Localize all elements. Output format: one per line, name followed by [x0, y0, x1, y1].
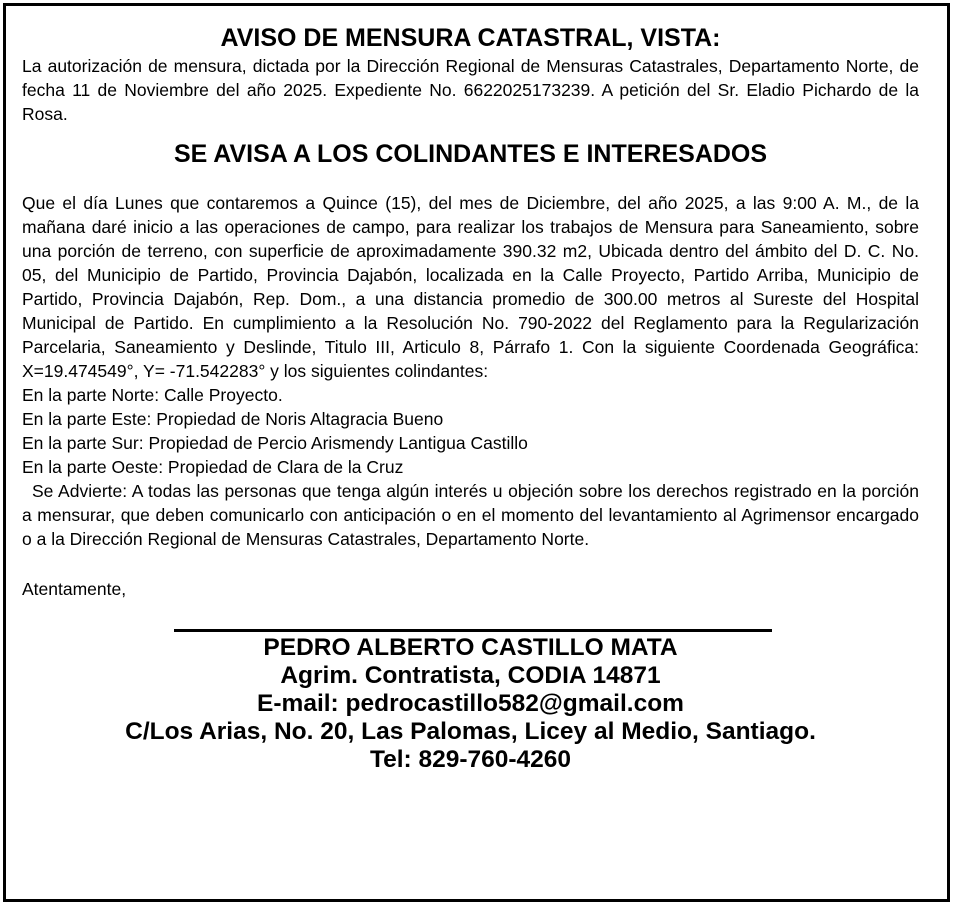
- signer-role: Agrim. Contratista, CODIA 14871: [280, 662, 661, 689]
- body-paragraph: Que el día Lunes que contaremos a Quince (15), del mes de Diciembre, del año 2025, a las 9:00 A. M., de la mañana daré inicio a las operaciones de campo, para realizar los trabajos de Mensura para Saneamiento, sobre una porción de terreno, con superficie de aproximadamente 390.32 m2, Ubicada dentro del ámbito del D. C. No. 05, del Municipio de Partido, Provincia Dajabón, localizada en la Calle Proyecto, Partido Arriba, Municipio de Partido, Provincia Dajabón, Rep. Dom., a una distancia promedio de 300.00 metros al Sureste del Hospital Municipal de Partido. En cumplimiento a la Resolución No. 790-2022 del Reglamento para la Regularización Parcelaria, Saneamiento y Deslinde, Titulo III, Articulo 8, Párrafo 1. Con la siguiente Coordenada Geográfica: X=19.474549°, Y= -71.542283° y los siguientes colindantes:: [22, 193, 919, 381]
- signer-phone: Tel: 829-760-4260: [369, 746, 572, 773]
- notice-content: [22, 24, 919, 774]
- signer-email: E-mail: pedrocastillo582@gmail.com: [257, 690, 684, 717]
- signer-name: PEDRO ALBERTO CASTILLO MATA: [263, 634, 678, 661]
- boundary-south: En la parte Sur: Propiedad de Percio Arismendy Lantigua Castillo: [22, 433, 528, 453]
- notice-subtitle: SE AVISA A LOS COLINDANTES E INTERESADOS: [173, 140, 768, 168]
- signature-line: [174, 629, 772, 632]
- warning-paragraph: Se Advierte: A todas las personas que tenga algún interés u objeción sobre los derechos registrado en la porción a mensurar, que deben comunicarlo con anticipación o en el momento del levantamiento al Agrimensor encargado o a la Dirección Regional de Mensuras Catastrales, Departamento Norte.: [22, 481, 919, 549]
- notice-title: AVISO DE MENSURA CATASTRAL, VISTA:: [220, 24, 721, 52]
- signer-address: C/Los Arias, No. 20, Las Palomas, Licey al Medio, Santiago.: [125, 718, 816, 745]
- closing-text: Atentamente,: [22, 579, 127, 599]
- boundary-north: En la parte Norte: Calle Proyecto.: [22, 385, 283, 405]
- boundary-west: En la parte Oeste: Propiedad de Clara de la Cruz: [22, 457, 404, 477]
- intro-paragraph: La autorización de mensura, dictada por la Dirección Regional de Mensuras Catastrales, Departamento Norte, de fecha 11 de Noviembre del año 2025. Expediente No. 6622025173239. A petición del Sr. Eladio Pichardo de la Rosa.: [22, 56, 919, 124]
- boundary-east: En la parte Este: Propiedad de Noris Altagracia Bueno: [22, 409, 444, 429]
